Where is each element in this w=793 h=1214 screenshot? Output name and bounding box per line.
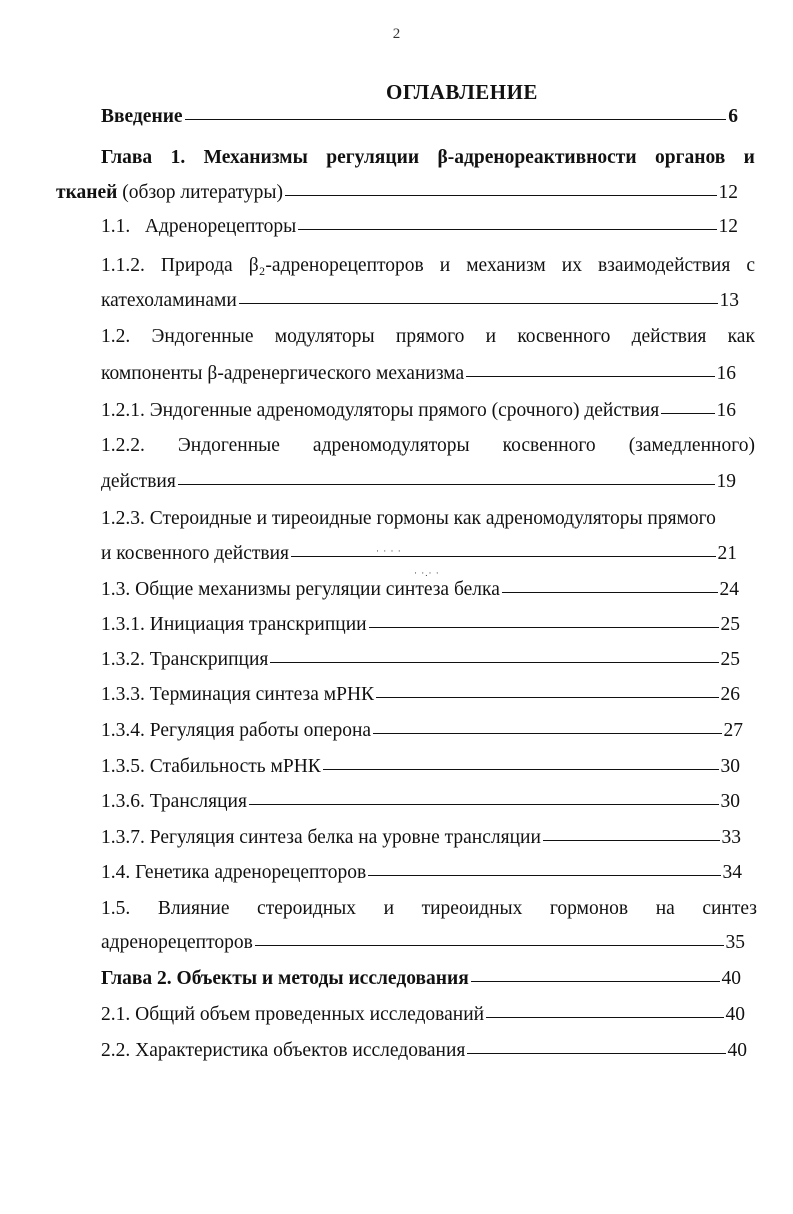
toc-entry-label: 1.3.2. Транскрипция xyxy=(101,649,269,670)
toc-entry-label: 1.3.3. Терминация синтеза мРНК xyxy=(101,684,375,705)
leader-line xyxy=(376,697,718,698)
toc-entry-label: компоненты β-адренергического механизма xyxy=(101,363,465,384)
toc-entry-label: 1.2.1. Эндогенные адреномодуляторы прямого (срочного) действия xyxy=(101,400,660,421)
toc-entry-page: 13 xyxy=(719,290,739,311)
toc-entry-page: 27 xyxy=(723,720,743,741)
word: регуляции xyxy=(326,147,420,168)
toc-entry-2-2[interactable] xyxy=(101,1036,747,1066)
toc-entry-label: 1.3.6. Трансляция xyxy=(101,791,247,812)
leader-line xyxy=(471,981,720,982)
toc-entry-label: Введение xyxy=(101,106,183,127)
word: механизм xyxy=(466,255,546,276)
leader-line xyxy=(285,195,716,196)
word: на xyxy=(655,898,675,919)
toc-entry-page: 24 xyxy=(719,579,739,600)
word: адреномодуляторы xyxy=(312,435,470,456)
word: 1.2.2. xyxy=(101,435,145,456)
toc-entry-page: 40 xyxy=(727,1040,747,1061)
leader-line xyxy=(543,840,720,841)
toc-entry-1-1-2-line1[interactable] xyxy=(101,251,755,281)
toc-entry-label: 1.1. Адренорецепторы xyxy=(101,216,297,237)
toc-entry-page: 40 xyxy=(725,1004,745,1025)
page-title: ОГЛАВЛЕНИЕ xyxy=(386,80,538,104)
toc-entry-1-2-2-line1[interactable] xyxy=(101,431,755,461)
word: β₂-адренорецепторов xyxy=(248,255,424,276)
word: синтез xyxy=(702,898,757,919)
toc-entry-page: 21 xyxy=(717,543,737,564)
toc-entry-1-2-3-line2[interactable] xyxy=(101,539,737,569)
leader-line xyxy=(291,556,716,557)
toc-entry-label: катехоламинами xyxy=(101,290,237,311)
toc-entry-page: 25 xyxy=(720,649,740,670)
word: и xyxy=(743,147,755,168)
toc-entry-1-5-line1[interactable] xyxy=(101,894,757,924)
toc-entry-label: 1.3. Общие механизмы регуляции синтеза белка xyxy=(101,579,500,600)
toc-entry-label: 2.1. Общий объем проведенных исследований xyxy=(101,1004,485,1025)
leader-line xyxy=(255,945,724,946)
toc-entry-page: 12 xyxy=(718,182,738,203)
word: действия xyxy=(631,326,707,347)
word: Природа xyxy=(160,255,233,276)
leader-line xyxy=(467,1053,725,1054)
toc-entry-label-bold: тканей xyxy=(56,182,118,203)
word: Эндогенные xyxy=(151,326,254,347)
toc-entry-page: 34 xyxy=(722,862,742,883)
toc-entry-1-1[interactable] xyxy=(101,212,738,242)
toc-entry-1-2-2-line2[interactable] xyxy=(101,467,736,497)
word: модуляторы xyxy=(274,326,375,347)
toc-entry-2-1[interactable] xyxy=(101,1000,745,1030)
leader-line xyxy=(249,804,719,805)
toc-entry-1-1-2-line2[interactable] xyxy=(101,286,739,316)
toc-entry-label: Глава 2. Объекты и методы исследования xyxy=(101,968,469,989)
scan-speck: · ·.· · xyxy=(414,568,440,578)
word: стероидных xyxy=(257,898,357,919)
toc-entry-label: 1.3.5. Стабильность мРНК xyxy=(101,756,321,777)
toc-entry-page: 6 xyxy=(728,106,738,127)
scan-speck: · · · · xyxy=(376,546,402,556)
leader-line xyxy=(502,592,718,593)
leader-line xyxy=(239,303,718,304)
toc-entry-1-2-line1[interactable] xyxy=(101,322,755,352)
toc-entry-page: 25 xyxy=(720,614,740,635)
toc-entry-1-3-5[interactable] xyxy=(101,752,740,782)
word: гормонов xyxy=(549,898,629,919)
leader-line xyxy=(298,229,716,230)
toc-entry-page: 12 xyxy=(718,216,738,237)
toc-entry-label: действия xyxy=(101,471,176,492)
leader-line xyxy=(270,662,718,663)
leader-line xyxy=(178,484,715,485)
word: и xyxy=(485,326,497,347)
toc-entry-page: 16 xyxy=(716,400,736,421)
toc-entry-label: 1.4. Генетика адренорецепторов xyxy=(101,862,367,883)
word: (замедленного) xyxy=(628,435,755,456)
toc-entry-1-3-1[interactable] xyxy=(101,610,740,640)
toc-entry-label: (обзор литературы) xyxy=(117,182,284,203)
toc-entry-page: 30 xyxy=(720,756,740,777)
toc-entry-1-5-line2[interactable] xyxy=(101,928,745,958)
word: органов xyxy=(655,147,726,168)
word: взаимодействия xyxy=(597,255,731,276)
toc-entry-page: 30 xyxy=(720,791,740,812)
toc-entry-ch1-line1[interactable] xyxy=(101,143,755,173)
toc-entry-1-2-line2[interactable] xyxy=(101,359,736,389)
toc-entry-label: 1.2.3. Стероидные и тиреоидные гормоны как адреномодуляторы прямого xyxy=(101,508,716,529)
toc-entry-label: и косвенного действия xyxy=(101,543,289,564)
word: тиреоидных xyxy=(421,898,523,919)
toc-entry-1-3-3[interactable] xyxy=(101,680,740,710)
word: прямого xyxy=(395,326,465,347)
toc-entry-page: 33 xyxy=(721,827,741,848)
toc-entry-1-3-7[interactable] xyxy=(101,823,741,853)
word: 1. xyxy=(170,147,186,168)
word: 1.1.2. xyxy=(101,255,145,276)
toc-entry-1-2-3-line1[interactable] xyxy=(101,504,757,534)
word: β-адренореактивности xyxy=(437,147,637,168)
toc-entry-page: 26 xyxy=(720,684,740,705)
leader-line xyxy=(466,376,714,377)
word: Влияние xyxy=(157,898,230,919)
word: и xyxy=(439,255,451,276)
word: 1.2. xyxy=(101,326,131,347)
word: косвенного xyxy=(502,435,596,456)
toc-entry-page: 19 xyxy=(716,471,736,492)
toc-entry-1-3-4[interactable] xyxy=(101,716,743,746)
leader-line xyxy=(368,875,720,876)
leader-line xyxy=(323,769,719,770)
word: Эндогенные xyxy=(177,435,280,456)
toc-entry-1-3-6[interactable] xyxy=(101,787,740,817)
word: 1.5. xyxy=(101,898,131,919)
toc-entry-1-3[interactable] xyxy=(101,575,739,605)
toc-entry-ch1-line2[interactable] xyxy=(56,178,738,208)
toc-entry-1-4[interactable] xyxy=(101,858,742,888)
toc-entry-ch2[interactable] xyxy=(101,964,741,994)
word: их xyxy=(561,255,582,276)
toc-entry-label: 1.3.1. Инициация транскрипции xyxy=(101,614,367,635)
leader-line xyxy=(486,1017,723,1018)
word: Механизмы xyxy=(203,147,308,168)
toc-entry-intro[interactable] xyxy=(101,102,738,132)
word: Глава xyxy=(101,147,153,168)
page-number: 2 xyxy=(392,26,401,42)
word: как xyxy=(727,326,755,347)
toc-entry-page: 40 xyxy=(721,968,741,989)
toc-entry-label: 1.3.4. Регуляция работы оперона xyxy=(101,720,372,741)
toc-entry-page: 16 xyxy=(716,363,736,384)
toc-entry-page: 35 xyxy=(725,932,745,953)
word: косвенного xyxy=(517,326,611,347)
leader-line xyxy=(661,413,714,414)
word: с xyxy=(746,255,755,276)
leader-line xyxy=(185,119,727,120)
toc-entry-1-2-1[interactable] xyxy=(101,396,736,426)
leader-line xyxy=(369,627,719,628)
word: и xyxy=(383,898,395,919)
toc-entry-label: 2.2. Характеристика объектов исследования xyxy=(101,1040,466,1061)
toc-entry-label: 1.3.7. Регуляция синтеза белка на уровне трансляции xyxy=(101,827,541,848)
toc-entry-1-3-2[interactable] xyxy=(101,645,740,675)
leader-line xyxy=(373,733,721,734)
toc-entry-label: адренорецепторов xyxy=(101,932,253,953)
